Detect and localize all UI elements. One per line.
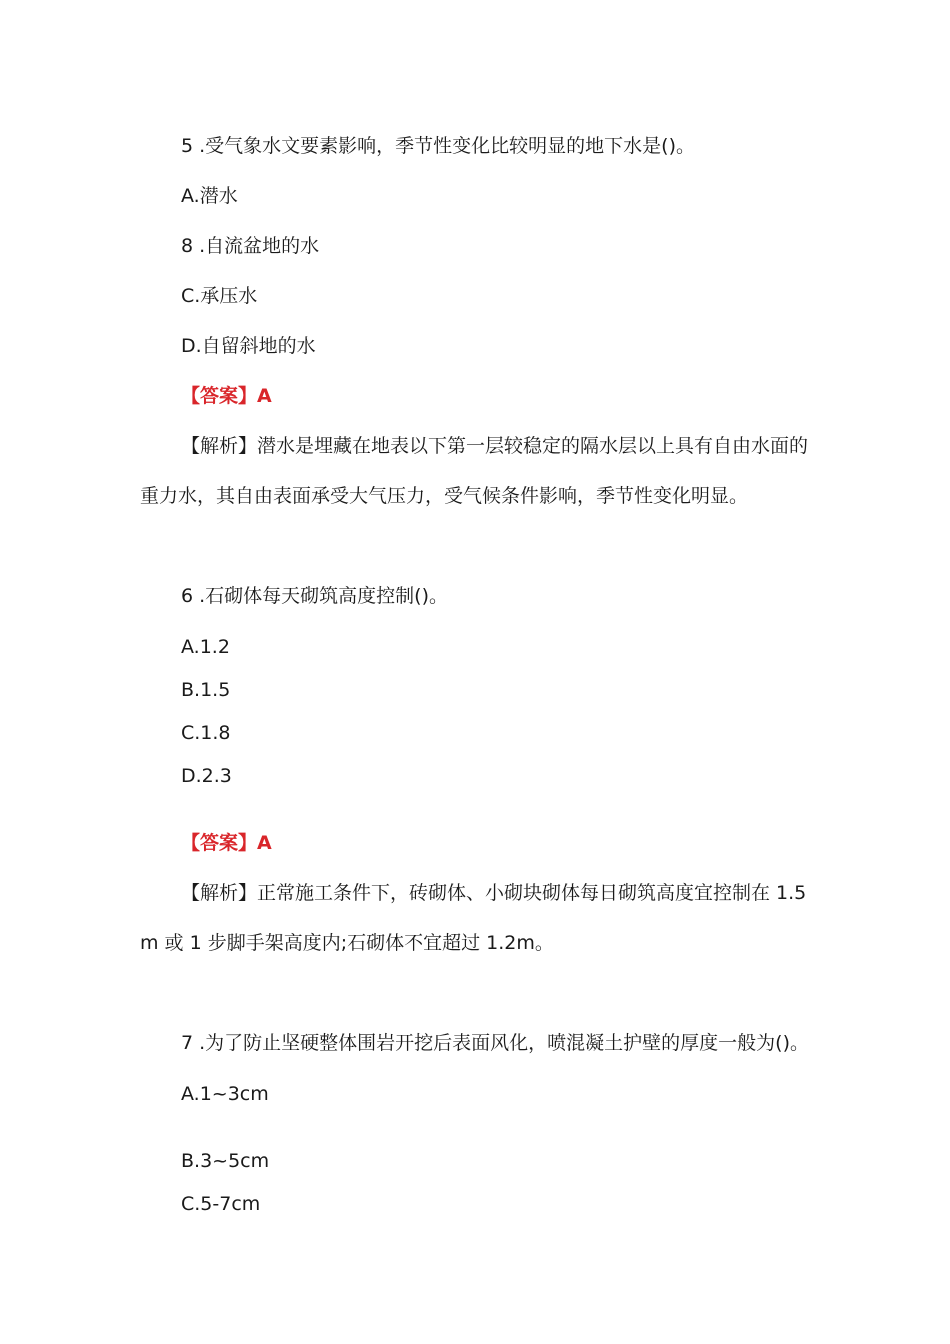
- question-7-stem: 7 .为了防止坚硬整体围岩开挖后表面风化，喷混凝土护壁的厚度一般为()。: [181, 1032, 809, 1054]
- question-6-stem: 6 .石砌体每天砌筑高度控制()。: [181, 585, 448, 607]
- question-6-explanation-line-2: m 或 1 步脚手架高度内;石砌体不宜超过 1.2m。: [140, 932, 554, 954]
- question-5-explanation-line-1: 【解析】潜水是埋藏在地表以下第一层较稳定的隔水层以上具有自由水面的: [181, 435, 809, 457]
- question-7-option-b: B.3~5cm: [181, 1150, 270, 1172]
- question-5-option-b: 8 .自流盆地的水: [181, 235, 320, 257]
- question-7-option-a: A.1~3cm: [181, 1083, 269, 1105]
- question-5-answer: 【答案】A: [181, 385, 272, 407]
- question-5-explanation-line-2: 重力水，其自由表面承受大气压力，受气候条件影响，季节性变化明显。: [140, 485, 749, 507]
- question-6-explanation-line-1: 【解析】正常施工条件下，砖砌体、小砌块砌体每日砌筑高度宜控制在 1.5: [181, 882, 807, 904]
- question-5-option-d: D.自留斜地的水: [181, 335, 316, 357]
- question-6-option-d: D.2.3: [181, 765, 232, 787]
- question-6-option-b: B.1.5: [181, 679, 231, 701]
- question-6-answer: 【答案】A: [181, 832, 272, 854]
- question-6-option-a: A.1.2: [181, 636, 230, 658]
- question-5-option-a: A.潜水: [181, 185, 238, 207]
- question-5-option-c: C.承压水: [181, 285, 258, 307]
- question-6-option-c: C.1.8: [181, 722, 231, 744]
- question-7-option-c: C.5-7cm: [181, 1193, 261, 1215]
- question-5-stem: 5 .受气象水文要素影响，季节性变化比较明显的地下水是()。: [181, 135, 695, 157]
